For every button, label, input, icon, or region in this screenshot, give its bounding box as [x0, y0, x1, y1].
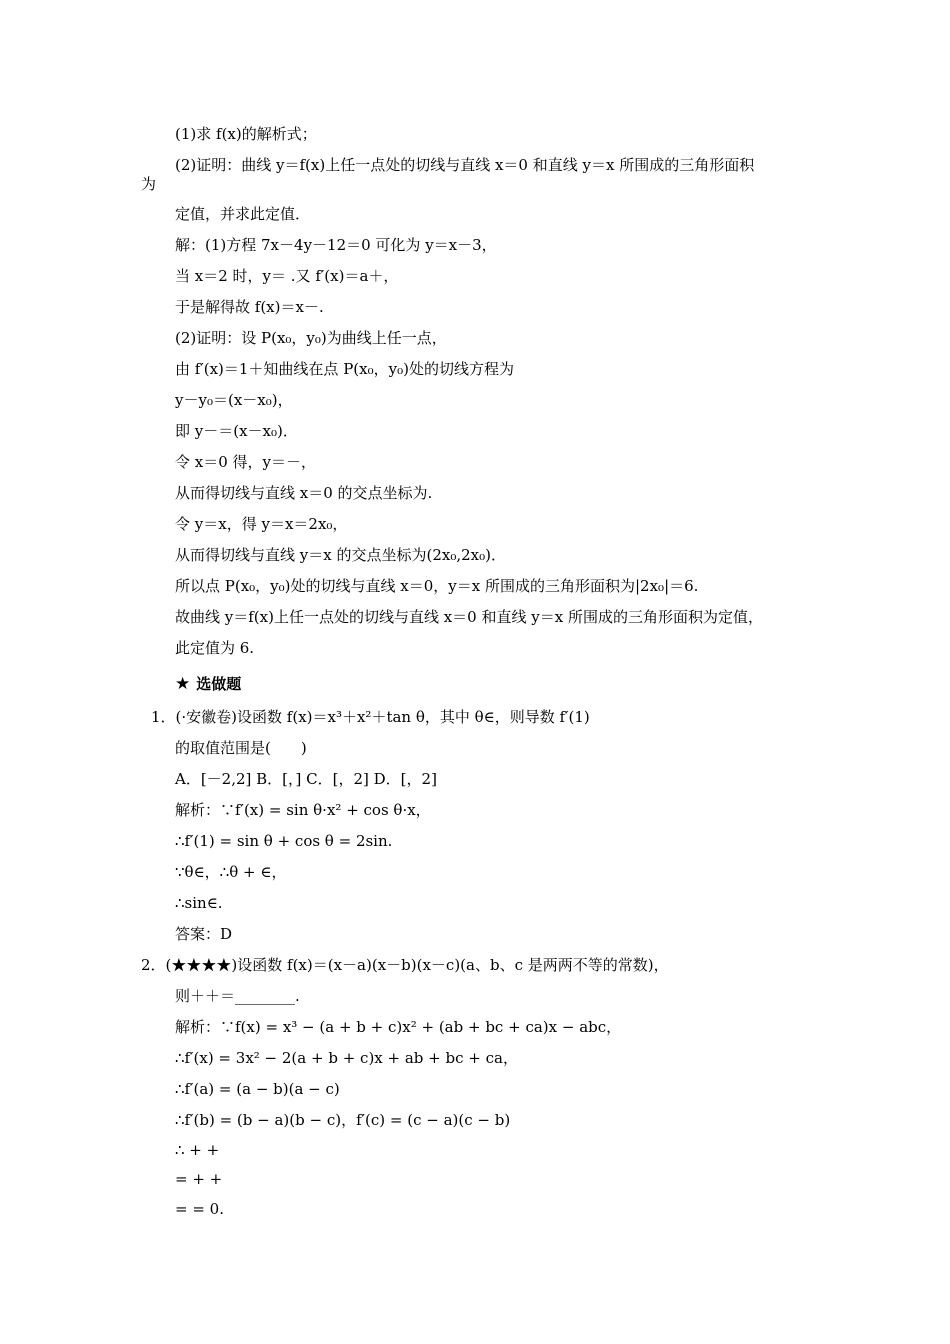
- text-line: 从而得切线与直线 y＝x 的交点坐标为(2x₀,2x₀)．: [175, 546, 506, 564]
- text-line: 从而得切线与直线 x＝0 的交点坐标为.: [175, 484, 433, 502]
- text-line: 解：(1)方程 7x－4y－12＝0 可化为 y＝x－3，: [175, 236, 497, 254]
- text-line: ∴sin∈.: [175, 894, 223, 912]
- text-line: 令 x＝0 得，y＝－，: [175, 453, 317, 471]
- text-line: 解析：∵f′(x) = sin θ·x² + cos θ·x，: [175, 801, 431, 819]
- section-heading: [175, 674, 241, 694]
- text-line: 为: [141, 175, 157, 193]
- text-line: 解析：∵f(x) = x³ − (a + b + c)x² + (ab + bc + ca)x − abc，: [175, 1018, 622, 1036]
- text-line: = + +: [175, 1170, 223, 1188]
- text-line: = = 0.: [175, 1200, 224, 1218]
- text-line: 令 y＝x，得 y＝x＝2x₀，: [175, 515, 348, 533]
- text-line: 由 f′(x)＝1＋知曲线在点 P(x₀，y₀)处的切线方程为: [175, 360, 514, 378]
- text-line: (1)求 f(x)的解析式；: [175, 125, 317, 143]
- text-line: 此定值为 6.: [175, 639, 255, 657]
- question-line: 2．(★★★★)设函数 f(x)＝(x－a)(x－b)(x－c)(a、b、c 是两两不等的常数)，: [141, 956, 669, 974]
- answer-line: 答案：D: [175, 925, 233, 943]
- text-line: (2)证明：曲线 y＝f(x)上任一点处的切线与直线 x＝0 和直线 y＝x 所围成的三角形面积: [175, 156, 755, 174]
- text-line: 即 y－＝(x－x₀)．: [175, 422, 298, 440]
- text-line: 于是解得故 f(x)＝x－.: [175, 298, 324, 316]
- text-line: 当 x＝2 时，y＝ .又 f′(x)＝a＋，: [175, 267, 399, 285]
- text-line: ∴f′(b) = (b − a)(b − c)，f′(c) = (c − a)(c − b): [175, 1111, 511, 1129]
- text-line: 则＋＋＝________.: [175, 987, 300, 1005]
- text-line: (2)证明：设 P(x₀，y₀)为曲线上任一点，: [175, 329, 447, 347]
- text-line: ∴f′(1) = sin θ + cos θ = 2sin.: [175, 832, 393, 850]
- question-line: 1．(·安徽卷)设函数 f(x)＝x³＋x²＋tan θ，其中 θ∈，则导数 f′(1): [151, 708, 590, 726]
- text-line: 定值，并求此定值．: [175, 205, 311, 223]
- text-line: 故曲线 y＝f(x)上任一点处的切线与直线 x＝0 和直线 y＝x 所围成的三角形面积为定值，: [175, 608, 763, 626]
- text-line: ∴f′(a) = (a − b)(a − c): [175, 1080, 340, 1098]
- text-line: 所以点 P(x₀，y₀)处的切线与直线 x＝0，y＝x 所围成的三角形面积为|2x₀|＝6.: [175, 577, 699, 595]
- section-title: 选做题: [196, 675, 242, 693]
- text-line: ∴ + +: [175, 1141, 220, 1159]
- answer-options: A．[－2,2] B．[，] C．[，2] D．[，2]: [175, 770, 437, 788]
- star-icon: ★: [175, 674, 191, 694]
- text-line: 的取值范围是( ): [175, 739, 307, 757]
- text-line: ∴f′(x) = 3x² − 2(a + b + c)x + ab + bc + ca，: [175, 1049, 518, 1067]
- text-line: y－y₀＝(x－x₀)，: [175, 391, 293, 409]
- text-line: ∵θ∈，∴θ + ∈，: [175, 863, 287, 881]
